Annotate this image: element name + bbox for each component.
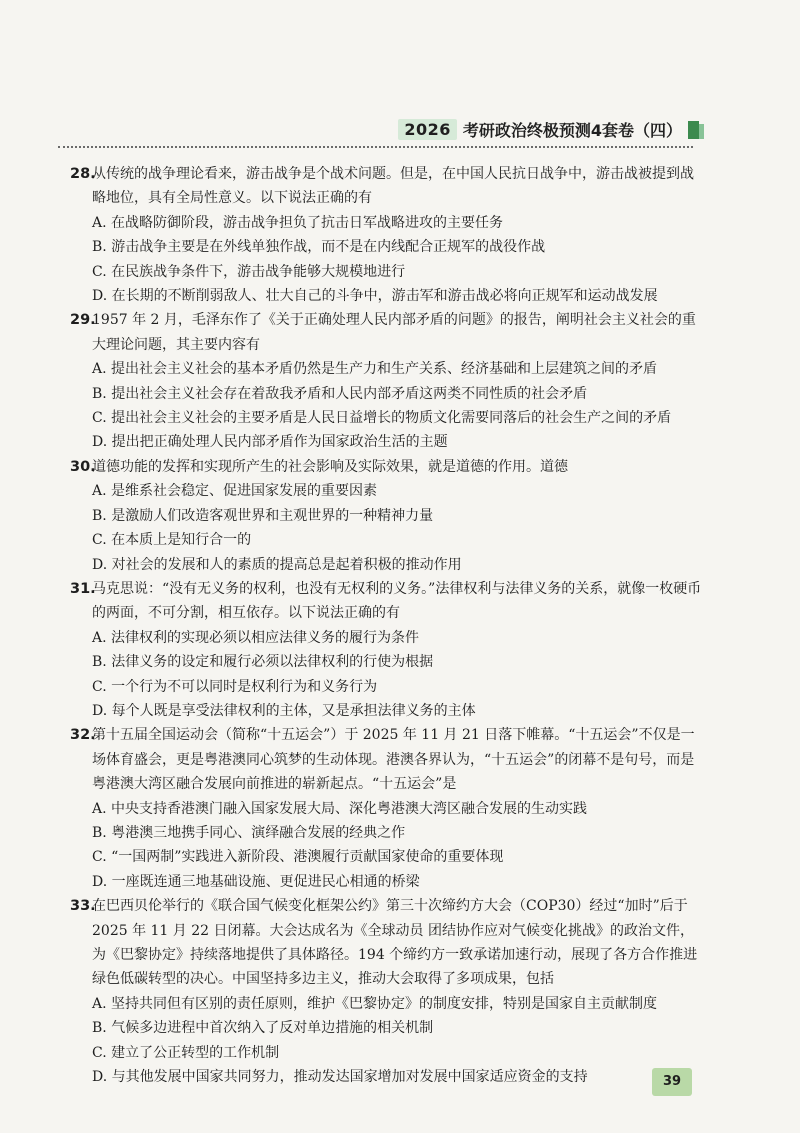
option-d: D. 提出把正确处理人民内部矛盾作为国家政治生活的主题 [92, 434, 448, 451]
option-b: B. 游击战争主要是在外线单独作战，而不是在内线配合正规军的战役作战 [92, 239, 546, 256]
question-32 [70, 723, 702, 894]
question-stem: 第十五届全国运动会（简称“十五运会”）于 2025 年 11 月 21 日落下帷幕。“十五运会”不仅是一场体育盛会，更是粤港澳同心筑梦的生动体现。港澳各界认为，“十五运会”的闭幕不是句号，而是粤港澳大湾区融合发展向前推进的崭新起点。“十五运会”是 [92, 727, 695, 793]
option-b: B. 提出社会主义社会存在着敌我矛盾和人民内部矛盾这两类不同性质的社会矛盾 [92, 385, 588, 402]
option-c: C. “一国两制”实践进入新阶段、港澳履行贡献国家使命的重要体现 [92, 849, 504, 866]
question-stem: 从传统的战争理论看来，游击战争是个战术问题。但是，在中国人民抗日战争中，游击战被提到战略地位，具有全局性意义。以下说法正确的有 [92, 166, 694, 207]
question-29 [70, 308, 702, 454]
question-number: 29. [70, 312, 96, 329]
question-stem: 道德功能的发挥和实现所产生的社会影响及实际效果，就是道德的作用。道德 [92, 458, 568, 475]
question-30 [70, 455, 702, 577]
option-a: A. 中央支持香港澳门融入国家发展大局、深化粤港澳大湾区融合发展的生动实践 [92, 800, 588, 817]
option-d: D. 一座既连通三地基础设施、更促进民心相通的桥梁 [92, 873, 420, 890]
option-c: C. 提出社会主义社会的主要矛盾是人民日益增长的物质文化需要同落后的社会生产之间的矛盾 [92, 410, 672, 427]
page-number: 39 [652, 1068, 692, 1096]
question-28 [70, 162, 702, 308]
header-title: 考研政治终极预测4套卷（四） [462, 121, 682, 140]
question-31 [70, 577, 702, 723]
question-stem: 在巴西贝伦举行的《联合国气候变化框架公约》第三十次缔约方大会（COP30）经过“加时”后于 2025 年 11 月 22 日闭幕。大会达成名为《全球动员 团结协作应对气候变化挑战》的政治文件，为《巴黎协定》持续落地提供了具体路径。194 个缔约方一致承诺加速行动，展现了各方合作推进绿色低碳转型的决心。中国坚持多边主义，推动大会取得了多项成果，包括 [92, 898, 698, 988]
question-number: 32. [70, 727, 96, 744]
question-number: 33. [70, 898, 96, 915]
question-number: 31. [70, 580, 96, 597]
question-number: 28. [70, 166, 96, 182]
option-b: B. 是激励人们改造客观世界和主观世界的一种精神力量 [92, 507, 434, 524]
option-a: A. 在战略防御阶段，游击战争担负了抗击日军战略进攻的主要任务 [92, 214, 504, 231]
option-c: C. 一个行为不可以同时是权利行为和义务行为 [92, 678, 378, 695]
option-a: A. 坚持共同但有区别的责任原则，维护《巴黎协定》的制度安排，特别是国家自主贡献制度 [92, 995, 658, 1012]
option-a: A. 法律权利的实现必须以相应法律义务的履行为条件 [92, 629, 420, 646]
question-stem: 马克思说：“没有无义务的权利，也没有无权利的义务。”法律权利与法律义务的关系，就像一枚硬币的两面，不可分割，相互依存。以下说法正确的有 [92, 580, 702, 622]
question-number: 30. [70, 458, 96, 475]
option-d: D. 每个人既是享受法律权利的主体，又是承担法律义务的主体 [92, 702, 476, 719]
option-b: B. 气候多边进程中首次纳入了反对单边措施的相关机制 [92, 1020, 434, 1037]
option-a: A. 是维系社会稳定、促进国家发展的重要因素 [92, 483, 378, 500]
option-d: D. 对社会的发展和人的素质的提高总是起着积极的推动作用 [92, 556, 462, 573]
header-marker-icon [688, 121, 704, 139]
question-33 [70, 894, 702, 1089]
header-divider [58, 146, 693, 148]
option-b: B. 法律义务的设定和履行必须以法律权利的行使为根据 [92, 654, 434, 671]
option-c: C. 在民族战争条件下，游击战争能够大规模地进行 [92, 263, 406, 280]
option-a: A. 提出社会主义社会的基本矛盾仍然是生产力和生产关系、经济基础和上层建筑之间的矛盾 [92, 361, 658, 378]
page-header [398, 118, 704, 141]
header-year: 2026 [398, 119, 457, 140]
option-c: C. 建立了公正转型的工作机制 [92, 1044, 280, 1061]
option-d: D. 与其他发展中国家共同努力，推动发达国家增加对发展中国家适应资金的支持 [92, 1069, 588, 1086]
question-list [70, 162, 702, 1089]
question-stem: 1957 年 2 月，毛泽东作了《关于正确处理人民内部矛盾的问题》的报告，阐明社会主义社会的重大理论问题，其主要内容有 [92, 312, 696, 353]
option-d: D. 在长期的不断削弱敌人、壮大自己的斗争中，游击军和游击战必将向正规军和运动战发展 [92, 288, 658, 305]
option-b: B. 粤港澳三地携手同心、演绎融合发展的经典之作 [92, 824, 406, 841]
option-c: C. 在本质上是知行合一的 [92, 532, 252, 549]
